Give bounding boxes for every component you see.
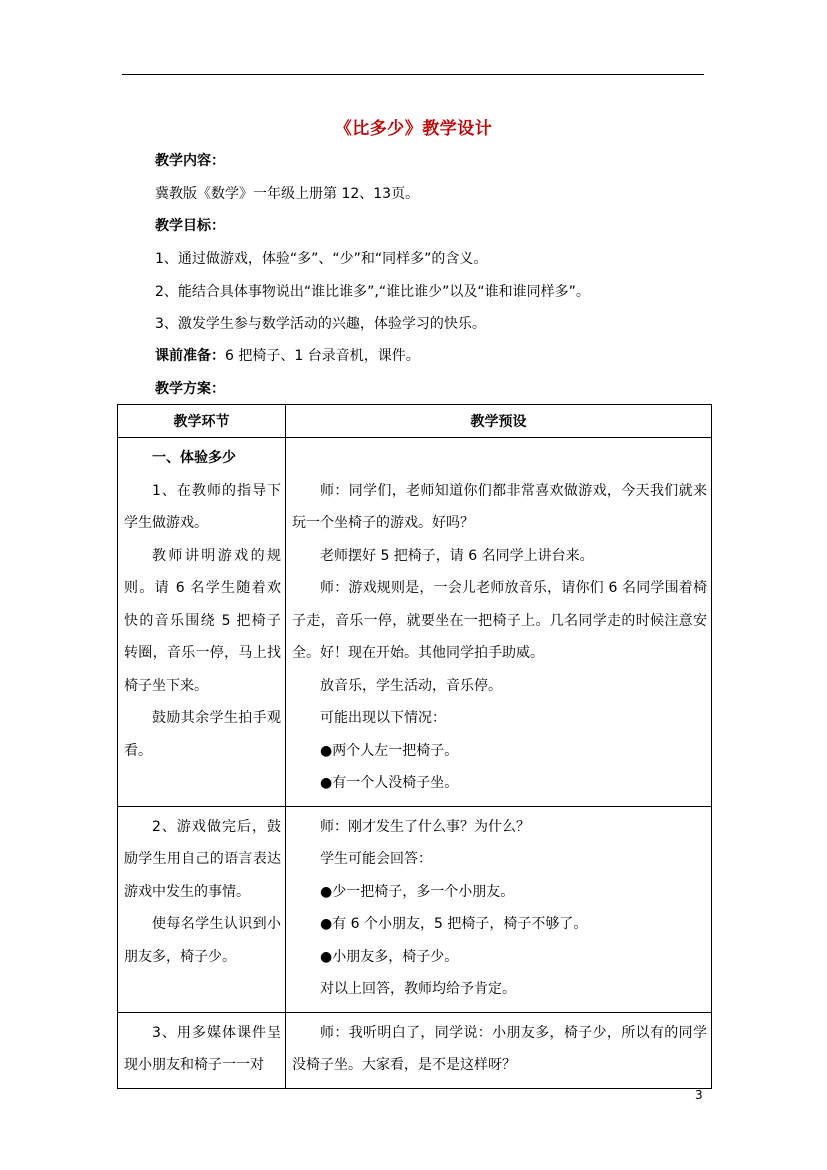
plan-bullet: ●少一把椅子，多一个小朋友。 <box>320 883 515 900</box>
plan-paragraph: 师：同学们，老师知道你们都非常喜欢做游戏，今天我们就来玩一个坐椅子的游戏。好吗？ <box>292 482 707 531</box>
plan-bullet: ●两个人左一把椅子。 <box>320 742 459 759</box>
stage-paragraph: 2、游戏做完后，鼓励学生用自己的语言表达游戏中发生的事情。 <box>124 818 281 900</box>
plan-paragraph: 可能出现以下情况： <box>320 710 446 726</box>
page-number: 3 <box>695 1088 703 1102</box>
goal-item: 2、能结合具体事物说出“谁比谁多”,“谁比谁少”以及“谁和谁同样多”。 <box>155 284 590 300</box>
prep-text: 6 把椅子、1 台录音机，课件。 <box>225 348 420 364</box>
section-heading: 一、体验多少 <box>152 450 236 466</box>
content-text: 冀教版《数学》一年级上册第 12、13页。 <box>155 186 420 202</box>
stage-paragraph: 3、用多媒体课件呈现小朋友和椅子一一对 <box>124 1024 281 1073</box>
table-row <box>118 1012 712 1088</box>
prep-heading: 课前准备： <box>155 348 225 364</box>
goal-item: 1、通过做游戏，体验“多”、“少”和“同样多”的含义。 <box>155 251 488 267</box>
page-title: 《比多少》教学设计 <box>334 119 493 139</box>
plan-heading: 教学方案： <box>155 381 225 397</box>
plan-cell <box>286 806 712 1012</box>
plan-paragraph: 师：游戏规则是，一会儿老师放音乐，请你们 6 名同学围着椅子走，音乐一停，就要坐在一把椅子上。几名同学走的时候注意安全。好！现在开始。其他同学拍手助威。 <box>292 580 707 661</box>
plan-bullet: ●小朋友多，椅子少。 <box>320 948 459 965</box>
plan-paragraph: 对以上回答，教师均给予肯定。 <box>320 981 516 997</box>
stage-paragraph: 教师讲明游戏的规则。请 6 名学生随着欢快的音乐围绕 5 把椅子转圈，音乐一停，马上找椅子坐下来。 <box>124 547 281 694</box>
plan-paragraph: 学生可能会回答： <box>320 851 432 867</box>
column-header-stage: 教学环节 <box>118 405 286 438</box>
table-row <box>118 806 712 1012</box>
prep-line <box>155 345 420 365</box>
plan-bullet: ●有 6 个小朋友，5 把椅子，椅子不够了。 <box>320 916 588 932</box>
plan-bullet: ●有一个人没椅子坐。 <box>320 775 459 791</box>
header-rule <box>122 74 704 75</box>
table-row <box>118 438 712 807</box>
plan-paragraph: 老师摆好 5 把椅子，请 6 名同学上讲台来。 <box>320 547 594 564</box>
stage-cell <box>118 438 286 807</box>
goal-item: 3、激发学生参与数学活动的兴趣，体验学习的快乐。 <box>155 316 486 332</box>
plan-paragraph: 师：我听明白了，同学说：小朋友多，椅子少，所以有的同学没椅子坐。大家看，是不是这样呀？ <box>292 1024 707 1073</box>
plan-paragraph: 放音乐，学生活动，音乐停。 <box>320 677 502 694</box>
plan-cell <box>286 1012 712 1088</box>
plan-cell <box>286 438 712 807</box>
table-header-row <box>118 405 712 438</box>
goals-heading: 教学目标： <box>155 218 225 234</box>
stage-paragraph: 鼓励其余学生拍手观看。 <box>124 710 281 759</box>
plan-spacer <box>292 442 707 475</box>
stage-cell <box>118 1012 286 1088</box>
stage-paragraph: 1、在教师的指导下学生做游戏。 <box>124 482 281 531</box>
stage-paragraph: 使每名学生认识到小朋友多，椅子少。 <box>124 916 281 965</box>
column-header-plan: 教学预设 <box>286 405 712 438</box>
plan-paragraph: 师：刚才发生了什么事？为什么？ <box>320 818 530 835</box>
content-heading: 教学内容： <box>155 153 225 169</box>
stage-cell <box>118 806 286 1012</box>
lesson-plan-table <box>117 404 712 1089</box>
